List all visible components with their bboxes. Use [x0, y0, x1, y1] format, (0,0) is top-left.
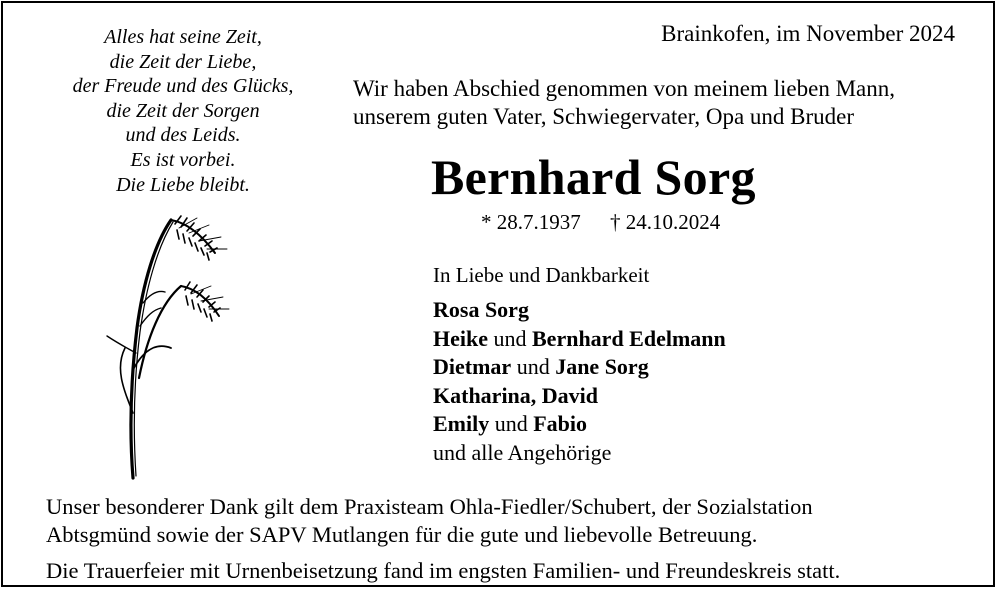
- mourner-name: Jane Sorg: [555, 354, 649, 380]
- mourner-conjunction: und: [511, 354, 556, 380]
- mourner-conjunction: und: [488, 325, 532, 351]
- poem-line: Es ist vorbei.: [130, 148, 236, 171]
- intro-line-2: unserem guten Vater, Schwiegervater, Opa und Bruder: [353, 103, 855, 129]
- mourner-name: Fabio: [533, 411, 588, 437]
- poem-line: die Zeit der Sorgen: [106, 99, 260, 122]
- deceased-name: Bernhard Sorg: [431, 149, 756, 205]
- mourner-row: [433, 382, 726, 411]
- notice-frame: [1, 1, 995, 587]
- gratitude-line: In Liebe und Dankbarkeit: [433, 263, 650, 287]
- poem-line: der Freude und des Glücks,: [72, 75, 294, 98]
- place-date: Brainkofen, im November 2024: [661, 21, 955, 46]
- thanks-line-1: Unser besonderer Dank gilt dem Praxisteam Ohla-Fiedler/Schubert, der Sozialstation: [46, 494, 813, 519]
- mourner-name: Dietmar: [433, 354, 512, 380]
- mourner-conjunction: und: [489, 411, 534, 437]
- intro-line-1: Wir haben Abschied genommen von meinem lieben Mann,: [353, 76, 895, 101]
- poem-line: die Zeit der Liebe,: [109, 50, 257, 73]
- mourner-name: Heike: [433, 325, 488, 351]
- intro-text: [353, 75, 895, 130]
- poem-line: Die Liebe bleibt.: [116, 173, 250, 196]
- mourner-row: [433, 410, 726, 439]
- thanks-line-2: Abtsgmünd sowie der SAPV Mutlangen für die gute und liebevolle Betreuung.: [46, 521, 758, 547]
- mourner-name: Katharina, David: [433, 382, 599, 408]
- poem-line: Alles hat seine Zeit,: [104, 26, 262, 48]
- death-date: † 24.10.2024: [610, 210, 721, 234]
- mourners-list: [433, 296, 726, 468]
- mourner-name: Rosa Sorg: [433, 297, 529, 322]
- poem-line: und des Leids.: [125, 124, 241, 147]
- mourner-row: [433, 353, 726, 382]
- life-dates: [481, 210, 720, 235]
- mourner-row: [433, 296, 726, 325]
- mourner-row: [433, 325, 726, 354]
- poem: [43, 25, 323, 197]
- mourner-name: Emily: [433, 411, 490, 437]
- mourners-closing: und alle Angehörige: [433, 439, 612, 465]
- funeral-note: Die Trauerfeier mit Urnenbeisetzung fand im engsten Familien- und Freundeskreis statt.: [46, 558, 841, 583]
- mourner-name: Bernhard Edelmann: [532, 325, 726, 351]
- birth-date: * 28.7.1937: [481, 210, 581, 234]
- thanks-text: [46, 493, 813, 548]
- wheat-stalk-icon: [103, 208, 233, 483]
